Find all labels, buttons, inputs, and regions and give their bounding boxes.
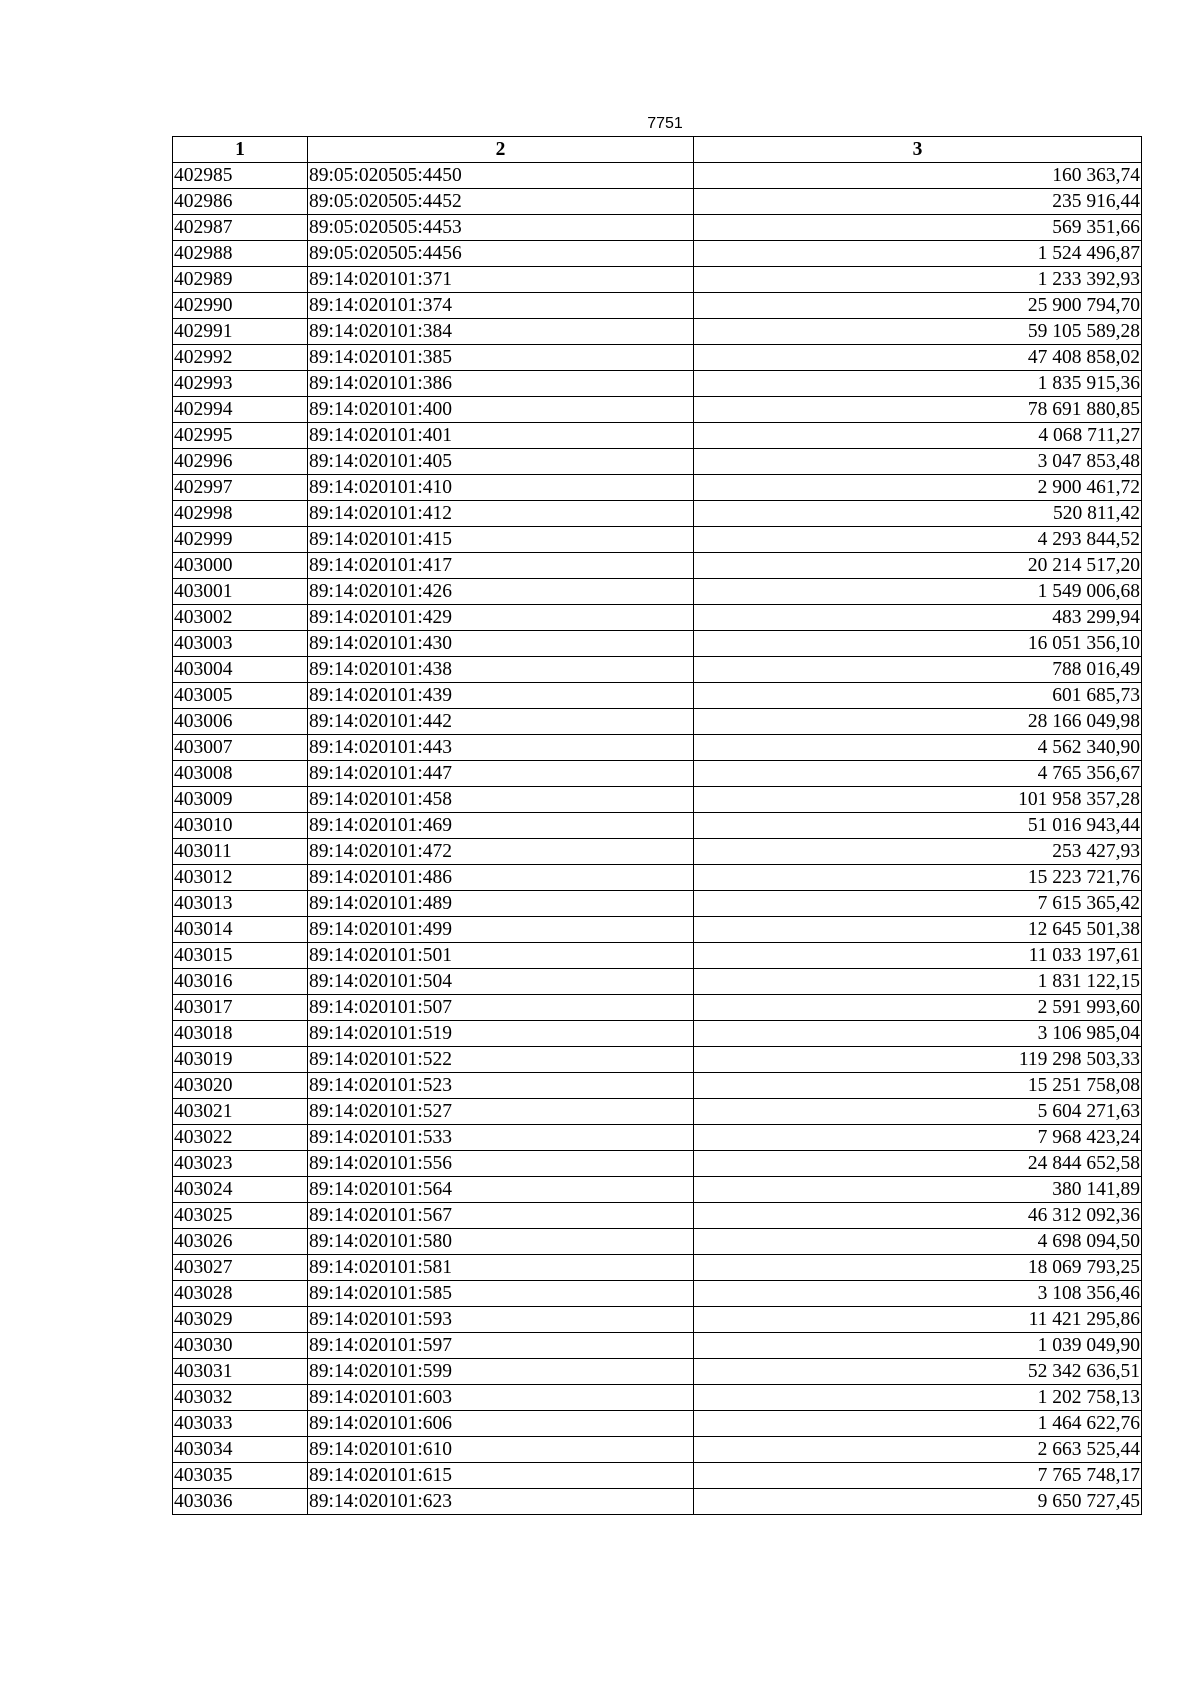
value-cell: 160 363,74 [694, 163, 1142, 189]
table-row [173, 839, 1142, 865]
table-row [173, 163, 1142, 189]
table-row [173, 553, 1142, 579]
cadastral-number-cell: 89:14:020101:439 [308, 683, 694, 709]
value-cell: 78 691 880,85 [694, 397, 1142, 423]
value-cell: 4 068 711,27 [694, 423, 1142, 449]
value-cell: 1 831 122,15 [694, 969, 1142, 995]
cadastral-number-cell: 89:14:020101:430 [308, 631, 694, 657]
row-number-cell: 403029 [173, 1307, 308, 1333]
cadastral-number-cell: 89:14:020101:438 [308, 657, 694, 683]
value-cell: 788 016,49 [694, 657, 1142, 683]
row-number-cell: 402989 [173, 267, 308, 293]
cadastral-number-cell: 89:14:020101:447 [308, 761, 694, 787]
table-row [173, 267, 1142, 293]
value-cell: 24 844 652,58 [694, 1151, 1142, 1177]
row-number-cell: 402991 [173, 319, 308, 345]
table-row [173, 813, 1142, 839]
row-number-cell: 402996 [173, 449, 308, 475]
value-cell: 12 645 501,38 [694, 917, 1142, 943]
table-row [173, 787, 1142, 813]
row-number-cell: 403031 [173, 1359, 308, 1385]
cadastral-number-cell: 89:14:020101:417 [308, 553, 694, 579]
value-cell: 2 663 525,44 [694, 1437, 1142, 1463]
value-cell: 52 342 636,51 [694, 1359, 1142, 1385]
row-number-cell: 402985 [173, 163, 308, 189]
value-cell: 569 351,66 [694, 215, 1142, 241]
value-cell: 1 464 622,76 [694, 1411, 1142, 1437]
row-number-cell: 403016 [173, 969, 308, 995]
value-cell: 28 166 049,98 [694, 709, 1142, 735]
row-number-cell: 402997 [173, 475, 308, 501]
row-number-cell: 403024 [173, 1177, 308, 1203]
cadastral-number-cell: 89:14:020101:623 [308, 1489, 694, 1515]
cadastral-number-cell: 89:14:020101:443 [308, 735, 694, 761]
cadastral-number-cell: 89:14:020101:489 [308, 891, 694, 917]
row-number-cell: 403034 [173, 1437, 308, 1463]
cadastral-number-cell: 89:14:020101:519 [308, 1021, 694, 1047]
row-number-cell: 402992 [173, 345, 308, 371]
row-number-cell: 403035 [173, 1463, 308, 1489]
row-number-cell: 403010 [173, 813, 308, 839]
table-row [173, 1047, 1142, 1073]
row-number-cell: 403008 [173, 761, 308, 787]
table-row [173, 1333, 1142, 1359]
cadastral-number-cell: 89:14:020101:581 [308, 1255, 694, 1281]
cadastral-number-cell: 89:14:020101:599 [308, 1359, 694, 1385]
cadastral-number-cell: 89:14:020101:585 [308, 1281, 694, 1307]
cadastral-number-cell: 89:14:020101:386 [308, 371, 694, 397]
value-cell: 253 427,93 [694, 839, 1142, 865]
cadastral-number-cell: 89:05:020505:4450 [308, 163, 694, 189]
row-number-cell: 403027 [173, 1255, 308, 1281]
value-cell: 4 698 094,50 [694, 1229, 1142, 1255]
table-row [173, 1021, 1142, 1047]
table-row [173, 241, 1142, 267]
table-row [173, 1203, 1142, 1229]
row-number-cell: 403018 [173, 1021, 308, 1047]
cadastral-number-cell: 89:14:020101:533 [308, 1125, 694, 1151]
value-cell: 7 765 748,17 [694, 1463, 1142, 1489]
cadastral-number-cell: 89:14:020101:426 [308, 579, 694, 605]
cadastral-number-cell: 89:14:020101:606 [308, 1411, 694, 1437]
value-cell: 4 562 340,90 [694, 735, 1142, 761]
value-cell: 16 051 356,10 [694, 631, 1142, 657]
cadastral-number-cell: 89:05:020505:4452 [308, 189, 694, 215]
table-row [173, 1281, 1142, 1307]
value-cell: 2 591 993,60 [694, 995, 1142, 1021]
value-cell: 51 016 943,44 [694, 813, 1142, 839]
row-number-cell: 403015 [173, 943, 308, 969]
table-row [173, 1099, 1142, 1125]
table-row [173, 1463, 1142, 1489]
table-row [173, 1151, 1142, 1177]
cadastral-number-cell: 89:14:020101:580 [308, 1229, 694, 1255]
table-row [173, 319, 1142, 345]
cadastral-number-cell: 89:14:020101:615 [308, 1463, 694, 1489]
cadastral-number-cell: 89:14:020101:384 [308, 319, 694, 345]
table-row [173, 969, 1142, 995]
row-number-cell: 403003 [173, 631, 308, 657]
table-row [173, 1125, 1142, 1151]
table-row [173, 293, 1142, 319]
value-cell: 520 811,42 [694, 501, 1142, 527]
value-cell: 4 293 844,52 [694, 527, 1142, 553]
column-header-2: 2 [308, 137, 694, 163]
value-cell: 1 524 496,87 [694, 241, 1142, 267]
row-number-cell: 403004 [173, 657, 308, 683]
row-number-cell: 403036 [173, 1489, 308, 1515]
cadastral-number-cell: 89:05:020505:4456 [308, 241, 694, 267]
table-row [173, 527, 1142, 553]
table-row [173, 1255, 1142, 1281]
value-cell: 119 298 503,33 [694, 1047, 1142, 1073]
value-cell: 3 108 356,46 [694, 1281, 1142, 1307]
row-number-cell: 403007 [173, 735, 308, 761]
cadastral-number-cell: 89:14:020101:442 [308, 709, 694, 735]
cadastral-number-cell: 89:14:020101:415 [308, 527, 694, 553]
table-row [173, 449, 1142, 475]
table-row [173, 631, 1142, 657]
row-number-cell: 403017 [173, 995, 308, 1021]
value-cell: 7 615 365,42 [694, 891, 1142, 917]
table-row [173, 683, 1142, 709]
cadastral-number-cell: 89:14:020101:469 [308, 813, 694, 839]
row-number-cell: 402988 [173, 241, 308, 267]
row-number-cell: 403001 [173, 579, 308, 605]
value-cell: 15 223 721,76 [694, 865, 1142, 891]
row-number-cell: 402995 [173, 423, 308, 449]
cadastral-number-cell: 89:14:020101:501 [308, 943, 694, 969]
cadastral-number-cell: 89:05:020505:4453 [308, 215, 694, 241]
table-row [173, 423, 1142, 449]
value-cell: 18 069 793,25 [694, 1255, 1142, 1281]
row-number-cell: 403021 [173, 1099, 308, 1125]
cadastral-number-cell: 89:14:020101:564 [308, 1177, 694, 1203]
row-number-cell: 403019 [173, 1047, 308, 1073]
table-row [173, 579, 1142, 605]
row-number-cell: 402994 [173, 397, 308, 423]
value-cell: 25 900 794,70 [694, 293, 1142, 319]
table-row [173, 1073, 1142, 1099]
row-number-cell: 402986 [173, 189, 308, 215]
page-number: 7751 [647, 115, 683, 132]
table-row [173, 189, 1142, 215]
cadastral-number-cell: 89:14:020101:610 [308, 1437, 694, 1463]
cadastral-number-cell: 89:14:020101:499 [308, 917, 694, 943]
table-row [173, 891, 1142, 917]
table-row [173, 1229, 1142, 1255]
cadastral-number-cell: 89:14:020101:527 [308, 1099, 694, 1125]
value-cell: 1 233 392,93 [694, 267, 1142, 293]
table-row [173, 1437, 1142, 1463]
row-number-cell: 403009 [173, 787, 308, 813]
table-row [173, 761, 1142, 787]
row-number-cell: 403025 [173, 1203, 308, 1229]
table-row [173, 1307, 1142, 1333]
value-cell: 15 251 758,08 [694, 1073, 1142, 1099]
value-cell: 47 408 858,02 [694, 345, 1142, 371]
cadastral-number-cell: 89:14:020101:371 [308, 267, 694, 293]
cadastral-number-cell: 89:14:020101:412 [308, 501, 694, 527]
row-number-cell: 402990 [173, 293, 308, 319]
row-number-cell: 403023 [173, 1151, 308, 1177]
cadastral-number-cell: 89:14:020101:522 [308, 1047, 694, 1073]
row-number-cell: 403030 [173, 1333, 308, 1359]
row-number-cell: 403032 [173, 1385, 308, 1411]
table-row [173, 1411, 1142, 1437]
row-number-cell: 402987 [173, 215, 308, 241]
value-cell: 380 141,89 [694, 1177, 1142, 1203]
value-cell: 5 604 271,63 [694, 1099, 1142, 1125]
cadastral-number-cell: 89:14:020101:429 [308, 605, 694, 631]
cadastral-number-cell: 89:14:020101:405 [308, 449, 694, 475]
table-row [173, 1489, 1142, 1515]
value-cell: 59 105 589,28 [694, 319, 1142, 345]
cadastral-number-cell: 89:14:020101:507 [308, 995, 694, 1021]
value-cell: 20 214 517,20 [694, 553, 1142, 579]
row-number-cell: 402993 [173, 371, 308, 397]
row-number-cell: 403006 [173, 709, 308, 735]
table-row [173, 371, 1142, 397]
cadastral-number-cell: 89:14:020101:472 [308, 839, 694, 865]
value-cell: 7 968 423,24 [694, 1125, 1142, 1151]
cadastral-number-cell: 89:14:020101:458 [308, 787, 694, 813]
table-row [173, 657, 1142, 683]
row-number-cell: 403033 [173, 1411, 308, 1437]
table-row [173, 865, 1142, 891]
value-cell: 235 916,44 [694, 189, 1142, 215]
row-number-cell: 403026 [173, 1229, 308, 1255]
row-number-cell: 402998 [173, 501, 308, 527]
value-cell: 3 047 853,48 [694, 449, 1142, 475]
value-cell: 11 421 295,86 [694, 1307, 1142, 1333]
cadastral-number-cell: 89:14:020101:567 [308, 1203, 694, 1229]
row-number-cell: 403028 [173, 1281, 308, 1307]
value-cell: 46 312 092,36 [694, 1203, 1142, 1229]
cadastral-number-cell: 89:14:020101:400 [308, 397, 694, 423]
value-cell: 2 900 461,72 [694, 475, 1142, 501]
table-row [173, 215, 1142, 241]
table-row [173, 1385, 1142, 1411]
table-row [173, 995, 1142, 1021]
column-header-3: 3 [694, 137, 1142, 163]
table-row [173, 1177, 1142, 1203]
cadastral-number-cell: 89:14:020101:410 [308, 475, 694, 501]
value-cell: 4 765 356,67 [694, 761, 1142, 787]
cadastral-number-cell: 89:14:020101:556 [308, 1151, 694, 1177]
table-row [173, 917, 1142, 943]
header-row [173, 137, 1142, 163]
row-number-cell: 403014 [173, 917, 308, 943]
value-cell: 3 106 985,04 [694, 1021, 1142, 1047]
row-number-cell: 403013 [173, 891, 308, 917]
table-row [173, 397, 1142, 423]
table-row [173, 501, 1142, 527]
value-cell: 1 202 758,13 [694, 1385, 1142, 1411]
table-row [173, 345, 1142, 371]
cadastral-number-cell: 89:14:020101:523 [308, 1073, 694, 1099]
row-number-cell: 403000 [173, 553, 308, 579]
value-cell: 1 835 915,36 [694, 371, 1142, 397]
value-cell: 1 549 006,68 [694, 579, 1142, 605]
row-number-cell: 403022 [173, 1125, 308, 1151]
value-cell: 101 958 357,28 [694, 787, 1142, 813]
value-cell: 9 650 727,45 [694, 1489, 1142, 1515]
cadastral-number-cell: 89:14:020101:385 [308, 345, 694, 371]
value-cell: 1 039 049,90 [694, 1333, 1142, 1359]
row-number-cell: 403005 [173, 683, 308, 709]
row-number-cell: 403012 [173, 865, 308, 891]
row-number-cell: 402999 [173, 527, 308, 553]
cadastral-number-cell: 89:14:020101:374 [308, 293, 694, 319]
table-row [173, 943, 1142, 969]
row-number-cell: 403011 [173, 839, 308, 865]
table-row [173, 475, 1142, 501]
cadastral-number-cell: 89:14:020101:486 [308, 865, 694, 891]
value-cell: 11 033 197,61 [694, 943, 1142, 969]
cadastral-number-cell: 89:14:020101:597 [308, 1333, 694, 1359]
data-table [172, 136, 1142, 1515]
row-number-cell: 403020 [173, 1073, 308, 1099]
table-row [173, 709, 1142, 735]
value-cell: 601 685,73 [694, 683, 1142, 709]
table-row [173, 605, 1142, 631]
table-row [173, 735, 1142, 761]
row-number-cell: 403002 [173, 605, 308, 631]
cadastral-number-cell: 89:14:020101:593 [308, 1307, 694, 1333]
table-body [173, 163, 1142, 1515]
table-row [173, 1359, 1142, 1385]
cadastral-number-cell: 89:14:020101:504 [308, 969, 694, 995]
column-header-1: 1 [173, 137, 308, 163]
cadastral-number-cell: 89:14:020101:603 [308, 1385, 694, 1411]
cadastral-number-cell: 89:14:020101:401 [308, 423, 694, 449]
value-cell: 483 299,94 [694, 605, 1142, 631]
